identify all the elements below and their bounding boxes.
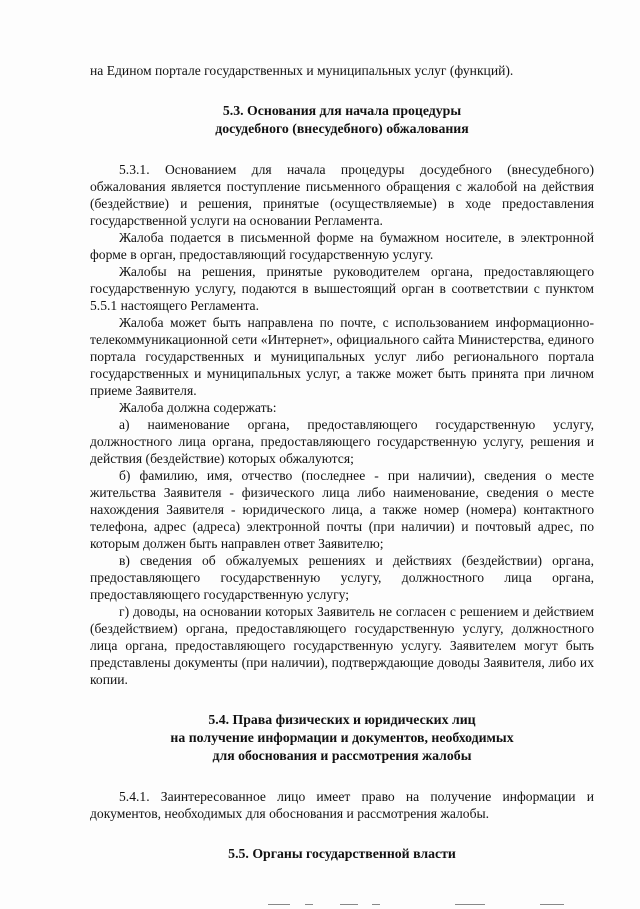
paragraph-5-3-1: 5.3.1. Основанием для начала процедуры досудебного (внесудебного) обжалования является поступление письменного обращения с жалобой на действия (бездействие) и решения, принятые (осуществляемые) в ходе предоставления государственной услуги на основании Регламента.: [90, 162, 594, 228]
heading-line: для обоснования и рассмотрения жалобы: [212, 748, 472, 763]
continuation-line: на Едином портале государственных и муниципальных услуг (функций).: [90, 63, 514, 78]
heading-line: на получение информации и документов, необходимых: [170, 730, 514, 745]
paragraph: Жалоба может быть направлена по почте, с использованием информационно-телекоммуникационной сети «Интернет», официального сайта Министерства, единого портала государственных и муниципальных услуг либо регионального портала государственных и муниципальных услуг, а также может быть принята при личном приеме Заявителя.: [90, 315, 594, 398]
section-5-3-heading: [90, 102, 594, 138]
heading-line: 5.5. Органы государственной власти: [228, 846, 456, 861]
section-5-5-heading: [90, 845, 594, 863]
paragraph-5-4-1: 5.4.1. Заинтересованное лицо имеет право на получение информации и документов, необходимых для обоснования и рассмотрения жалобы.: [90, 789, 594, 821]
paragraph: Жалоба должна содержать:: [119, 400, 277, 415]
list-item-g: г) доводы, на основании которых Заявитель не согласен с решением и действием (бездействием) органа, предоставляющего государственную услугу, должностного лица органа, предоставляющего государственную услугу. Заявителем могут быть представлены документы (при наличии), подтверждающие доводы Заявителя, либо их копии.: [90, 604, 594, 687]
heading-line: досудебного (внесудебного) обжалования: [215, 121, 469, 136]
list-item-a: а) наименование органа, предоставляющего государственную услугу, должностного лица органа, предоставляющего государственную услугу, решения и действия (бездействие) которых обжалуются;: [90, 417, 594, 466]
paragraph: Жалобы на решения, принятые руководителем органа, предоставляющего государственную услугу, подаются в вышестоящий орган в соответствии с пунктом 5.5.1 настоящего Регламента.: [90, 264, 594, 313]
paragraph: Жалоба подается в письменной форме на бумажном носителе, в электронной форме в орган, предоставляющий государственную услугу.: [90, 230, 594, 262]
document-body: [90, 62, 594, 863]
scan-edge-marks: [0, 898, 640, 909]
heading-line: 5.3. Основания для начала процедуры: [222, 103, 462, 118]
list-item-b: б) фамилию, имя, отчество (последнее - при наличии), сведения о месте жительства Заявителя - физического лица либо наименование, сведения о месте нахождения Заявителя - юридического лица, а также номер (номера) контактного телефона, адрес (адреса) электронной почты (при наличии) и почтовый адрес, по которым должен быть направлен ответ Заявителю;: [90, 468, 594, 551]
list-item-v: в) сведения об обжалуемых решениях и действиях (бездействии) органа, предоставляющего государственную услугу, должностного лица органа, предоставляющего государственную услугу;: [90, 553, 594, 602]
section-5-4-heading: [90, 711, 594, 765]
heading-line: 5.4. Права физических и юридических лиц: [208, 712, 476, 727]
